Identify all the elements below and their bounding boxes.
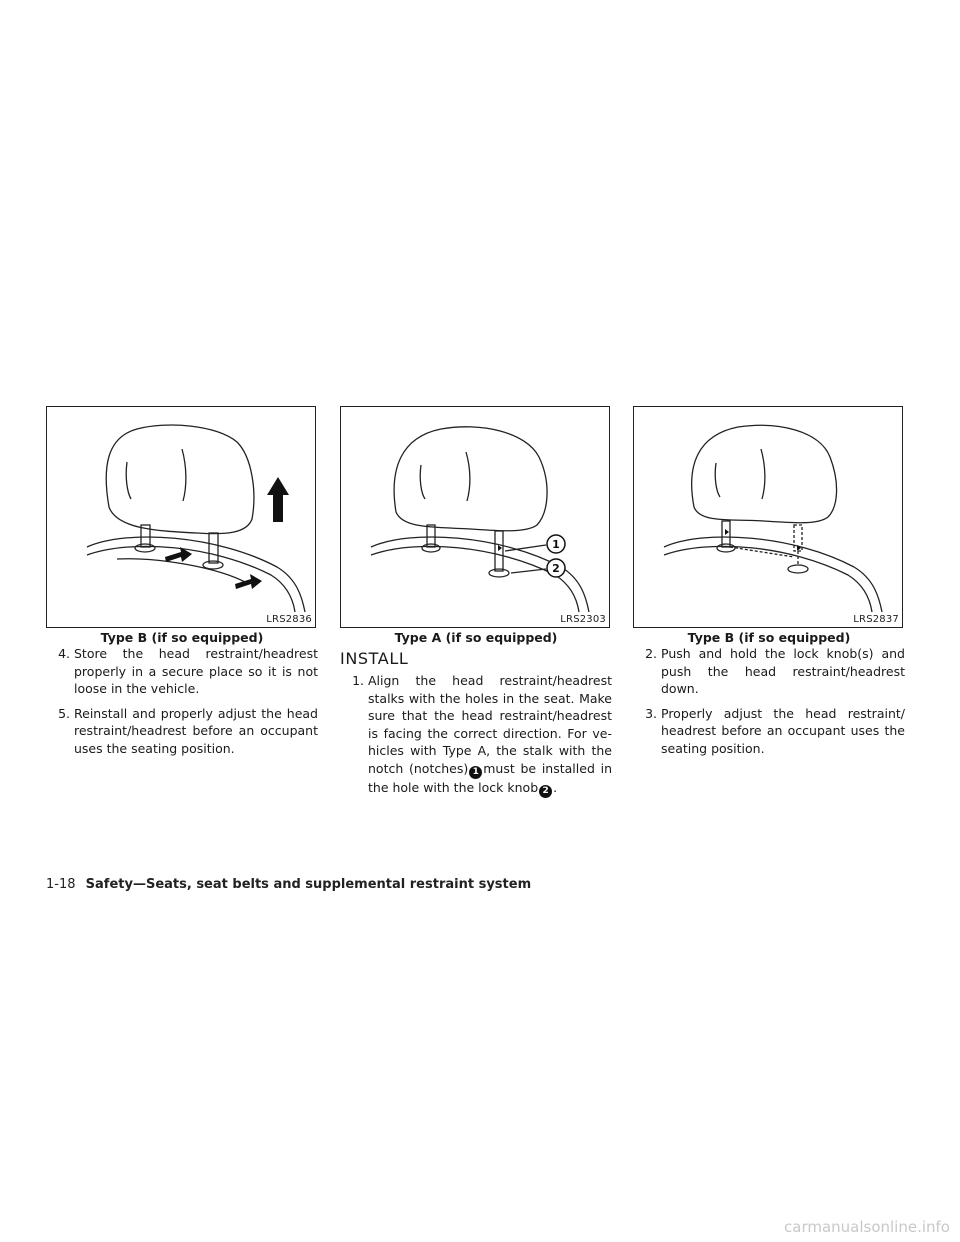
figure-caption: Type B (if so equipped)	[100, 630, 264, 645]
page-footer	[46, 877, 531, 892]
callout-badge: 2	[539, 785, 552, 798]
figure-headrest-install	[633, 406, 903, 628]
step-text: Push and hold the lock knob(s) and push the head restraint/headrest down.	[661, 646, 905, 696]
step-number: 5.	[58, 705, 70, 721]
figure-code: LRS2303	[560, 614, 606, 625]
section-title: Safety—Seats, seat belts and supplemental restraint system	[85, 877, 532, 892]
step-number: 1.	[352, 673, 364, 688]
step-item	[633, 705, 905, 758]
step-text-part: must be installed in the hole with the lock knob	[368, 760, 613, 795]
callout-label-2: 2	[552, 562, 560, 575]
headrest-install-illustration	[634, 407, 902, 627]
figure-caption: Type A (if so equipped)	[394, 630, 558, 645]
page-number: 1-18	[46, 877, 76, 892]
figure-code: LRS2837	[853, 614, 899, 625]
callout-badge: 1	[469, 766, 482, 779]
step-text-part: .	[553, 779, 558, 795]
callout-label-1: 1	[552, 538, 560, 551]
step-number: 4.	[58, 646, 70, 661]
column-middle	[340, 406, 612, 805]
headrest-type-a-illustration	[341, 407, 609, 627]
step-number: 3.	[645, 705, 657, 721]
step-text-part: Align the head restraint/headrest stalks with the holes in the seat. Make sure that the head restraint/headrest is facing the correct direction. For ve-hicles with Type A, the stalk with the notch (notches)	[368, 673, 612, 776]
figure-code: LRS2836	[266, 614, 312, 625]
step-text: Store the head restraint/headrest properly in a secure place so it is not loose in the vehicle.	[74, 646, 318, 696]
step-list	[46, 645, 318, 757]
step-text: Properly adjust the head restraint/ headrest before an occupant uses the seating position.	[661, 705, 905, 756]
step-number: 2.	[645, 646, 657, 661]
step-item	[340, 672, 612, 798]
figure-headrest-removal	[46, 406, 316, 628]
watermark: carmanualsonline.info	[784, 1218, 950, 1236]
figure-caption: Type B (if so equipped)	[687, 630, 851, 645]
column-left	[46, 406, 318, 764]
figure-headrest-type-a	[340, 406, 610, 628]
column-right	[633, 406, 905, 764]
step-item	[46, 705, 318, 758]
step-item	[633, 645, 905, 698]
step-list	[633, 645, 905, 757]
step-text	[368, 672, 612, 798]
step-text: Reinstall and properly adjust the head restraint/headrest before an occupant uses the seating position.	[74, 705, 318, 756]
headrest-removal-illustration	[47, 407, 315, 627]
section-heading: INSTALL	[340, 649, 409, 668]
step-item	[46, 645, 318, 698]
step-list	[340, 672, 612, 798]
